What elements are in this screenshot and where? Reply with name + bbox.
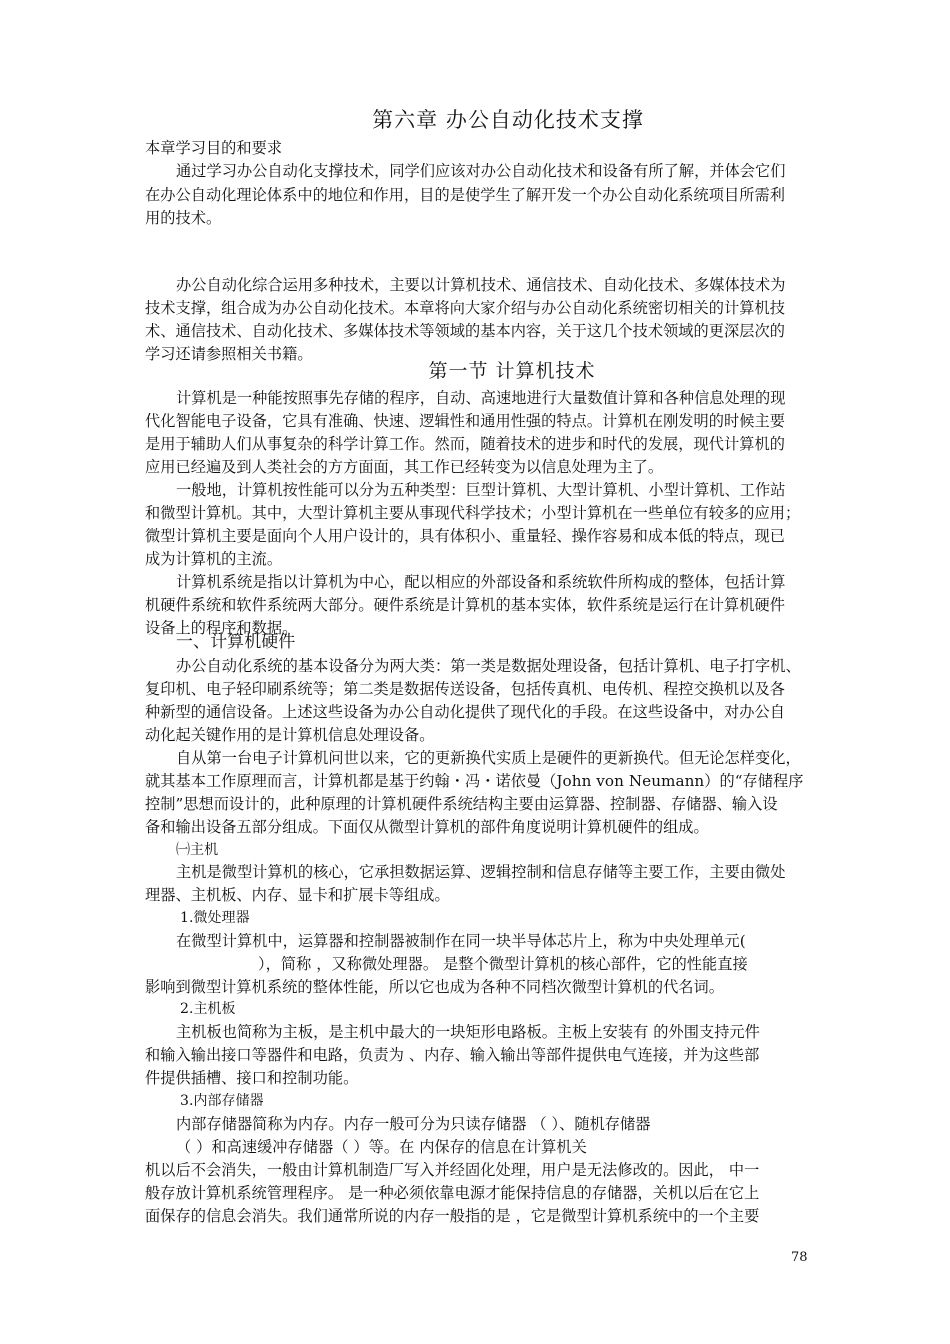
page-number: 78 [791, 1250, 808, 1265]
subsection-title: 一、计算机硬件 [176, 632, 296, 652]
paragraph-line: 面保存的信息会消失。我们通常所说的内存一般指的是 ，它是微型计算机系统中的一个主要 [145, 1207, 760, 1225]
paragraph-line: 控制”思想而设计的，此种原理的计算机硬件系统结构主要由运算器、控制器、存储器、输入设 [145, 795, 778, 813]
paragraph-line: 办公自动化系统的基本设备分为两大类：第一类是数据处理设备，包括计算机、电子打字机、 [176, 657, 801, 675]
intro-line: 技术支撑，组合成为办公自动化技术。本章将向大家介绍与办公自动化系统密切相关的计算机技 [145, 299, 785, 317]
intro-line: 学习还请参照相关书籍。 [145, 345, 313, 363]
paragraph-line: 般存放计算机系统管理程序。 是一种必须依靠电源才能保持信息的存储器，关机以后在它上 [145, 1184, 760, 1202]
paragraph-line: 备和输出设备五部分组成。下面仅从微型计算机的部件角度说明计算机硬件的组成。 [145, 818, 709, 836]
paragraph-line: 理器、主机板、内存、显卡和扩展卡等组成。 [145, 886, 450, 904]
chapter-title: 第六章 办公自动化技术支撑 [372, 108, 644, 132]
host-heading: ㈠主机 [176, 842, 219, 858]
paragraph-line: 机硬件系统和软件系统两大部分。硬件系统是计算机的基本实体，软件系统是运行在计算机硬件 [145, 596, 785, 614]
objectives-heading: 本章学习目的和要求 [145, 139, 283, 157]
paragraph-line: 微型计算机主要是面向个人用户设计的，具有体积小、重量轻、操作容易和成本低的特点，现已 [145, 527, 785, 545]
objectives-line: 在办公自动化理论体系中的地位和作用，目的是使学生了解开发一个办公自动化系统项目所需利 [145, 186, 785, 204]
paragraph-line: 成为计算机的主流。 [145, 550, 283, 568]
objectives-line: 通过学习办公自动化支撑技术，同学们应该对办公自动化技术和设备有所了解，并体会它们 [176, 162, 786, 180]
paragraph-line: 计算机是一种能按照事先存储的程序，自动、高速地进行大量数值计算和各种信息处理的现 [176, 389, 786, 407]
objectives-line: 用的技术。 [145, 209, 222, 227]
paragraph-line: 动化起关键作用的是计算机信息处理设备。 [145, 726, 435, 744]
paragraph-line: 主机是微型计算机的核心，它承担数据运算、逻辑控制和信息存储等主要工作，主要由微处 [176, 863, 786, 881]
intro-line: 办公自动化综合运用多种技术，主要以计算机技术、通信技术、自动化技术、多媒体技术为 [176, 276, 786, 294]
paragraph-line: 就其基本工作原理而言，计算机都是基于约翰・冯・诺依曼（John von Neumann）的“存储程序 [145, 772, 804, 790]
paragraph-line: 件提供插槽、接口和控制功能。 [145, 1069, 359, 1087]
paragraph-line: 在微型计算机中，运算器和控制器被制作在同一块半导体芯片上，称为中央处理单元( [176, 932, 746, 950]
paragraph-line: 是用于辅助人们从事复杂的科学计算工作。然而，随着技术的进步和时代的发展，现代计算机的 [145, 435, 785, 453]
paragraph-line: ），简称 ，又称微处理器。 是整个微型计算机的核心部件，它的性能直接 [258, 955, 748, 973]
section-title: 第一节 计算机技术 [428, 360, 596, 382]
memory-heading: 3.内部存储器 [180, 1093, 264, 1109]
motherboard-heading: 2.主机板 [180, 1001, 236, 1017]
paragraph-line: 和输入输出接口等器件和电路，负责为 、内存、输入输出等部件提供电气连接，并为这些部 [145, 1046, 760, 1064]
paragraph-line: 内部存储器简称为内存。内存一般可分为只读存储器 （ ）、随机存储器 [176, 1115, 651, 1133]
paragraph-line: 计算机系统是指以计算机为中心，配以相应的外部设备和系统软件所构成的整体，包括计算 [176, 573, 786, 591]
paragraph-line: 一般地，计算机按性能可以分为五种类型：巨型计算机、大型计算机、小型计算机、工作站 [176, 481, 786, 499]
paragraph-line: 机以后不会消失，一般由计算机制造厂写入并经固化处理，用户是无法修改的。因此， 中一 [145, 1161, 760, 1179]
cpu-heading: 1.微处理器 [180, 910, 250, 926]
paragraph-line: 种新型的通信设备。上述这些设备为办公自动化提供了现代化的手段。在这些设备中，对办公自 [145, 703, 785, 721]
intro-line: 术、通信技术、自动化技术、多媒体技术等领域的基本内容，关于这几个技术领域的更深层次的 [145, 322, 785, 340]
paragraph-line: 复印机、电子轻印刷系统等；第二类是数据传送设备，包括传真机、电传机、程控交换机以及各 [145, 680, 785, 698]
paragraph-line: 影响到微型计算机系统的整体性能，所以它也成为各种不同档次微型计算机的代名词。 [145, 978, 725, 996]
paragraph-line: 代化智能电子设备，它具有准确、快速、逻辑性和通用性强的特点。计算机在刚发明的时候主要 [145, 412, 785, 430]
paragraph-line: （ ）和高速缓冲存储器（ ）等。在 内保存的信息在计算机关 [176, 1138, 587, 1156]
paragraph-line: 和微型计算机。其中，大型计算机主要从事现代科学技术；小型计算机在一些单位有较多的应用； [145, 504, 801, 522]
paragraph-line: 主机板也简称为主板，是主机中最大的一块矩形电路板。主板上安装有 的外围支持元件 [176, 1023, 760, 1041]
paragraph-line: 自从第一台电子计算机问世以来，它的更新换代实质上是硬件的更新换代。但无论怎样变化， [176, 749, 801, 767]
paragraph-line: 应用已经遍及到人类社会的方方面面，其工作已经转变为以信息处理为主了。 [145, 458, 664, 476]
paragraph-line: 设备上的程序和数据。 [145, 619, 298, 637]
